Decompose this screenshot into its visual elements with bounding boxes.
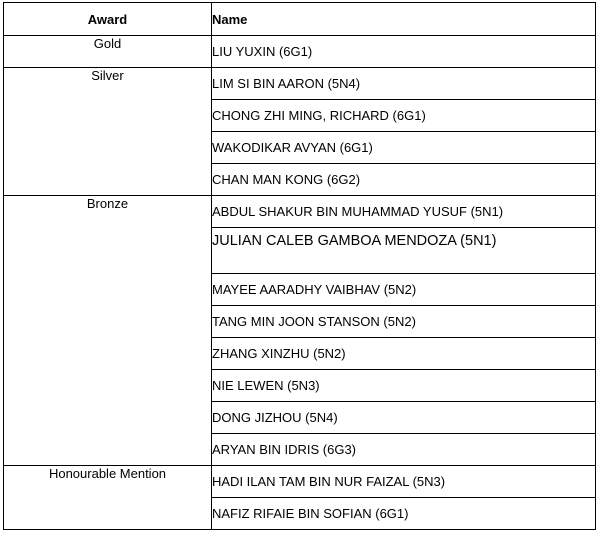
name-cell: CHONG ZHI MING, RICHARD (6G1)	[212, 100, 596, 132]
name-cell: NAFIZ RIFAIE BIN SOFIAN (6G1)	[212, 498, 596, 530]
name-cell: ABDUL SHAKUR BIN MUHAMMAD YUSUF (5N1)	[212, 196, 596, 228]
table-row	[4, 36, 596, 68]
name-cell: ZHANG XINZHU (5N2)	[212, 338, 596, 370]
table-row	[4, 466, 596, 498]
header-row	[4, 3, 596, 36]
name-cell: HADI ILAN TAM BIN NUR FAIZAL (5N3)	[212, 466, 596, 498]
table-row	[4, 196, 596, 228]
award-cell-bronze: Bronze	[4, 196, 212, 466]
name-cell: TANG MIN JOON STANSON (5N2)	[212, 306, 596, 338]
award-cell-honourable-mention: Honourable Mention	[4, 466, 212, 530]
name-cell: NIE LEWEN (5N3)	[212, 370, 596, 402]
award-column-header: Award	[4, 3, 212, 36]
award-cell-gold: Gold	[4, 36, 212, 68]
table-row	[4, 68, 596, 100]
name-cell: JULIAN CALEB GAMBOA MENDOZA (5N1)	[212, 228, 596, 274]
name-cell: ARYAN BIN IDRIS (6G3)	[212, 434, 596, 466]
name-cell: DONG JIZHOU (5N4)	[212, 402, 596, 434]
name-cell: CHAN MAN KONG (6G2)	[212, 164, 596, 196]
awards-table	[3, 2, 596, 530]
award-cell-silver: Silver	[4, 68, 212, 196]
name-cell: LIM SI BIN AARON (5N4)	[212, 68, 596, 100]
name-cell: MAYEE AARADHY VAIBHAV (5N2)	[212, 274, 596, 306]
name-cell: WAKODIKAR AVYAN (6G1)	[212, 132, 596, 164]
name-cell: LIU YUXIN (6G1)	[212, 36, 596, 68]
name-column-header: Name	[212, 3, 596, 36]
